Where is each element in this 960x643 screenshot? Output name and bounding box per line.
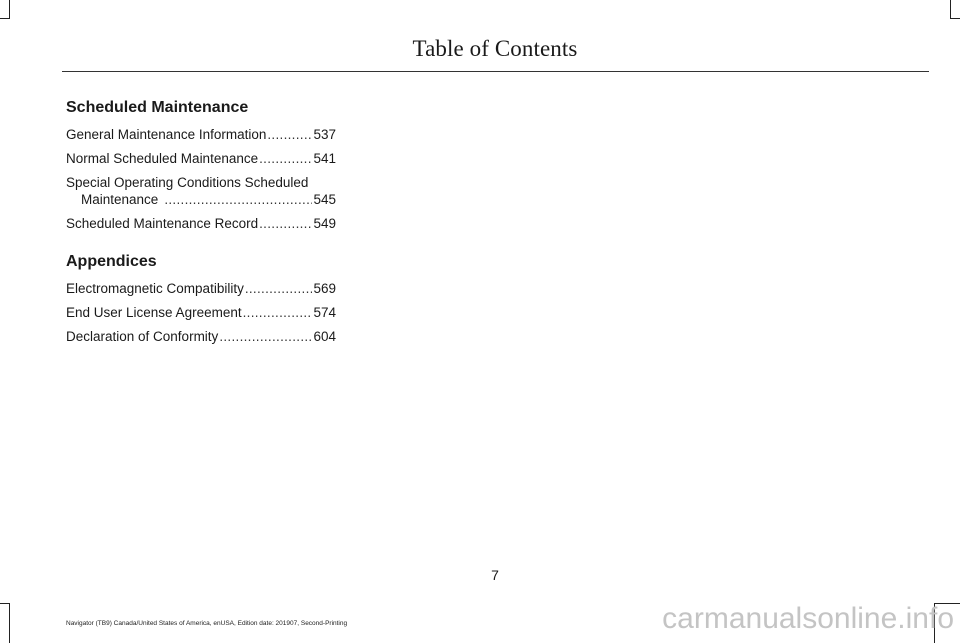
entry-label: Electromagnetic Compatibility (66, 281, 244, 296)
entry-page-number: 574 (313, 305, 336, 320)
entry-page-number: 537 (313, 127, 336, 142)
toc-entry-end-user-license-agreement[interactable] (66, 304, 336, 321)
section-title: Appendices (66, 253, 157, 270)
crop-mark-top-right-horizontal (950, 18, 960, 19)
dot-leader (245, 280, 313, 297)
toc-entry-scheduled-maintenance-record[interactable] (66, 215, 336, 232)
entry-label: Scheduled Maintenance Record (66, 216, 259, 231)
toc-entry-general-maintenance-information[interactable] (66, 126, 336, 143)
crop-mark-bottom-left-horizontal (0, 603, 10, 604)
page-title: Table of Contents (412, 36, 578, 61)
entry-label: Normal Scheduled Maintenance (66, 151, 259, 166)
edition-footer: Navigator (TB9) Canada/United States of America, enUSA, Edition date: 201907, Second-Printing (66, 620, 348, 627)
dot-leader (267, 126, 312, 143)
entry-label-continued: Maintenance (81, 192, 159, 207)
entry-label: Special Operating Conditions Scheduled (66, 175, 309, 190)
section-appendices (66, 252, 336, 345)
header-divider (62, 71, 929, 72)
page-number: 7 (491, 567, 499, 583)
dot-leader (259, 150, 312, 167)
toc-entry-declaration-of-conformity[interactable] (66, 328, 336, 345)
crop-mark-top-left-horizontal (0, 18, 10, 19)
section-title: Scheduled Maintenance (66, 99, 249, 116)
crop-mark-bottom-left-vertical (9, 603, 10, 643)
entry-page-number: 549 (313, 216, 336, 231)
crop-mark-top-right-vertical (950, 0, 951, 18)
dot-leader (219, 328, 312, 345)
crop-mark-top-left-vertical (9, 0, 10, 18)
entry-page-number: 569 (313, 281, 336, 296)
toc-entry-special-operating-conditions[interactable] (66, 174, 336, 208)
entry-page-number: 545 (313, 192, 336, 207)
toc-entry-electromagnetic-compatibility[interactable] (66, 280, 336, 297)
entry-label: Declaration of Conformity (66, 329, 219, 344)
entry-page-number: 541 (313, 151, 336, 166)
entry-label: End User License Agreement (66, 305, 242, 320)
dot-leader (259, 215, 312, 232)
dot-leader (164, 191, 312, 208)
toc-entry-normal-scheduled-maintenance[interactable] (66, 150, 336, 167)
entry-label: General Maintenance Information (66, 127, 267, 142)
dot-leader (243, 304, 313, 321)
section-scheduled-maintenance (66, 98, 336, 232)
watermark: carmanualsonline.info (662, 602, 954, 635)
table-of-contents (66, 98, 336, 365)
entry-page-number: 604 (313, 329, 336, 344)
